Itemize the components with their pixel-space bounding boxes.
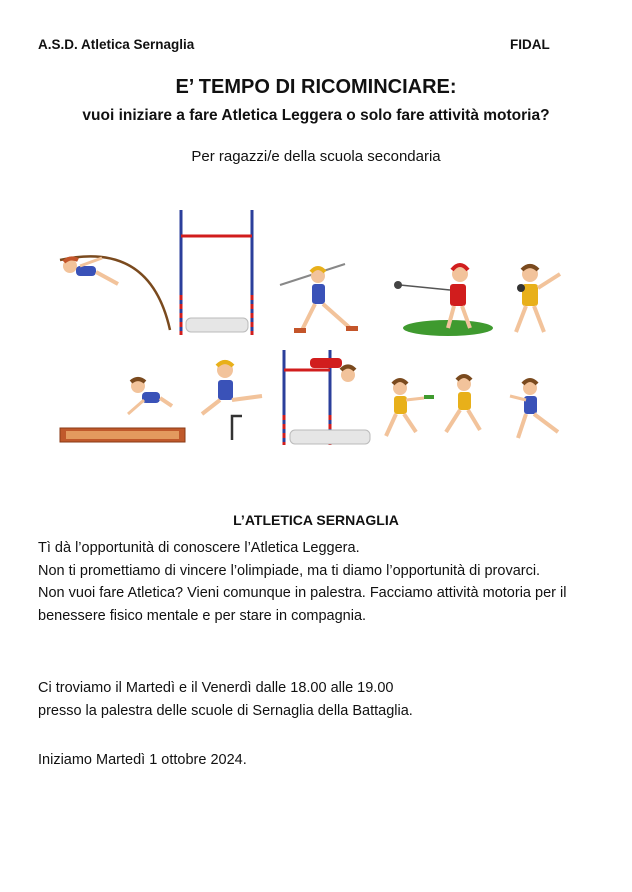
relay-icon: [386, 376, 480, 436]
running-icon: [510, 380, 558, 438]
section-title: L’ATLETICA SERNAGLIA: [233, 512, 399, 528]
javelin-icon: [280, 264, 358, 333]
page-subtitle: vuoi iniziare a fare Atletica Leggera o solo fare attività motoria?: [82, 107, 550, 124]
audience-line: Per ragazzi/e della scuola secondaria: [191, 148, 441, 165]
federation-name: FIDAL: [510, 37, 550, 52]
high-jump-icon: [284, 350, 370, 445]
intro-line-3: Non vuoi fare Atletica? Vieni comunque in palestra. Facciamo attività motoria per il benessere fisico mentale e per stare in compagnia.: [38, 585, 567, 624]
schedule-line-1: Ci troviamo il Martedì e il Venerdì dalle 18.00 alle 19.00: [38, 680, 394, 696]
intro-line-2: Non ti promettiamo di vincere l’olimpiade, ma ti diamo l’opportunità di provarci.: [38, 562, 541, 579]
intro-line-1: Tì dà l’opportunità di conoscere l’Atletica Leggera.: [38, 540, 360, 556]
intro-paragraph: [38, 537, 598, 627]
start-date: Iniziamo Martedì 1 ottobre 2024.: [38, 752, 247, 768]
schedule-paragraph: [38, 677, 598, 722]
hurdles-icon: [202, 362, 262, 440]
club-name: A.S.D. Atletica Sernaglia: [38, 37, 195, 52]
page-title: E’ TEMPO DI RICOMINCIARE:: [175, 76, 457, 98]
high-jump-bar-icon: [181, 210, 252, 335]
schedule-line-2: presso la palestra delle scuole di Sernaglia della Battaglia.: [38, 702, 413, 719]
pole-vault-icon: [60, 256, 170, 330]
hammer-throw-icon: [394, 265, 493, 336]
long-jump-icon: [60, 379, 185, 442]
shot-put-icon: [516, 266, 560, 332]
athletics-illustration: [40, 200, 600, 460]
